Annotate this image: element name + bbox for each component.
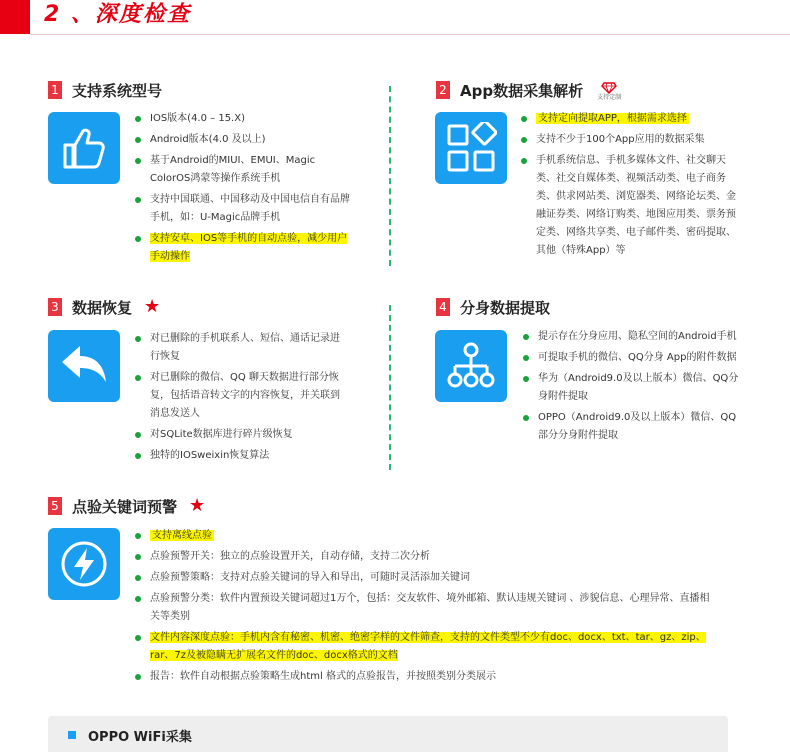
section-3-title [48,297,160,317]
column-divider-middle [389,305,391,470]
diamond-icon [601,82,617,94]
list-item: 支持不少于100个App应用的数据采集 [520,131,742,149]
section-number: 1 [48,81,62,99]
list-item [134,629,734,665]
list-item: 报告：软件自动根据点验策略生成html 格式的点验报告，并按照类别分类展示 [134,668,734,686]
list-item: 点验预警策略：支持对点验关键词的导入和导出，可随时灵活添加关键词 [134,569,734,587]
list-item: 对已删除的微信、QQ 聊天数据进行部分恢复，包括语音转文字的内容恢复，并关联到消息发送人 [134,369,344,423]
star-icon: ★ [144,296,161,317]
list-item: 可提取手机的微信、QQ分身 App的附件数据 [522,349,742,367]
page-title: 2 、深度检查 [44,2,191,27]
section-1-list [134,110,354,269]
next-section-title: OPPO WiFi采集 [88,730,192,745]
custom-badge: 支持定制 [597,82,621,102]
list-item: 点验预警开关：独立的点验设置开关，自动存储，支持二次分析 [134,548,734,566]
list-item: 提示存在分身应用、隐私空间的Android手机 [522,328,742,346]
section-number: 4 [436,298,450,316]
list-item: OPPO（Android9.0及以上版本）微信、QQ 部分分身附件提取 [522,409,742,445]
next-section-bar [48,716,728,752]
section-3-list [134,330,344,468]
section-4-list [522,328,742,448]
list-item: 对已删除的手机联系人、短信、通话记录进行恢复 [134,330,344,366]
section-2-title [436,80,621,100]
section-number: 5 [48,497,62,515]
section-2-list [520,110,742,263]
list-item: 华为（Android9.0及以上版本）微信、QQ分身附件提取 [522,370,742,406]
highlighted-text: 支持安卓、IOS等手机的自动点验，减少用户手动操作 [150,233,348,262]
page-header [0,0,790,36]
star-icon: ★ [189,495,206,516]
list-item: 手机系统信息、手机多媒体文件、社交聊天类、社交自媒体类、视频活动类、电子商务类、供求网站类、浏览器类、网络论坛类、金融证券类、网络订购类、地图应用类、票务预定类、网络共享类、电子邮件类、密码提取、其他（特殊App）等 [520,152,742,260]
list-item [134,527,734,545]
section-heading: 数据恢复 [72,298,133,317]
square-bullet-icon [68,731,76,739]
section-number: 2 [436,81,450,99]
section-heading: App数据采集解析 [460,81,584,100]
list-item: IOS版本(4.0 – 15.X) [134,110,354,128]
header-accent [0,0,30,34]
list-item: 点验预警分类：软件内置预设关键词超过1万个，包括：交友软件、境外邮箱、默认违规关键词 、涉貌信息、心理异常、直播相关等类别 [134,590,734,626]
undo-arrow-icon [48,330,120,402]
hierarchy-icon [435,330,507,402]
list-item: 独特的IOSweixin恢复算法 [134,447,344,465]
section-heading: 分身数据提取 [460,298,551,317]
section-1-title [48,80,162,100]
list-item: 基于Android的MIUI、EMUI、Magic ColorOS鸿蒙等操作系统手机 [134,152,354,188]
list-item: 支持中国联通、中国移动及中国电信自有品牌手机，如：U-Magic品牌手机 [134,191,354,227]
section-4-title [436,297,550,317]
highlighted-text: 支持定向提取APP，根据需求选择 [538,113,687,124]
highlighted-text: 支持离线点验 [152,530,212,541]
column-divider-top [389,86,391,266]
lightning-icon [48,528,120,600]
list-item [520,110,742,128]
section-heading: 支持系统型号 [72,81,163,100]
list-item: 对SQLite数据库进行碎片级恢复 [134,426,344,444]
list-item: Android版本(4.0 及以上) [134,131,354,149]
header-divider [30,34,790,35]
app-grid-icon [435,112,507,184]
highlighted-text: 文件内容深度点验：手机内含有秘密、机密、绝密字样的文件筛查，支持的文件类型不少有doc、docx、txt、tar、gz、zip、rar、7z及被隐瞒无扩展名文件的doc、docx格式的文档 [150,632,706,661]
list-item [134,230,354,266]
thumbs-up-icon [48,112,120,184]
section-number: 3 [48,298,62,316]
section-heading: 点验关键词预警 [72,497,178,516]
section-5-list [134,527,734,689]
section-5-title [48,496,205,516]
